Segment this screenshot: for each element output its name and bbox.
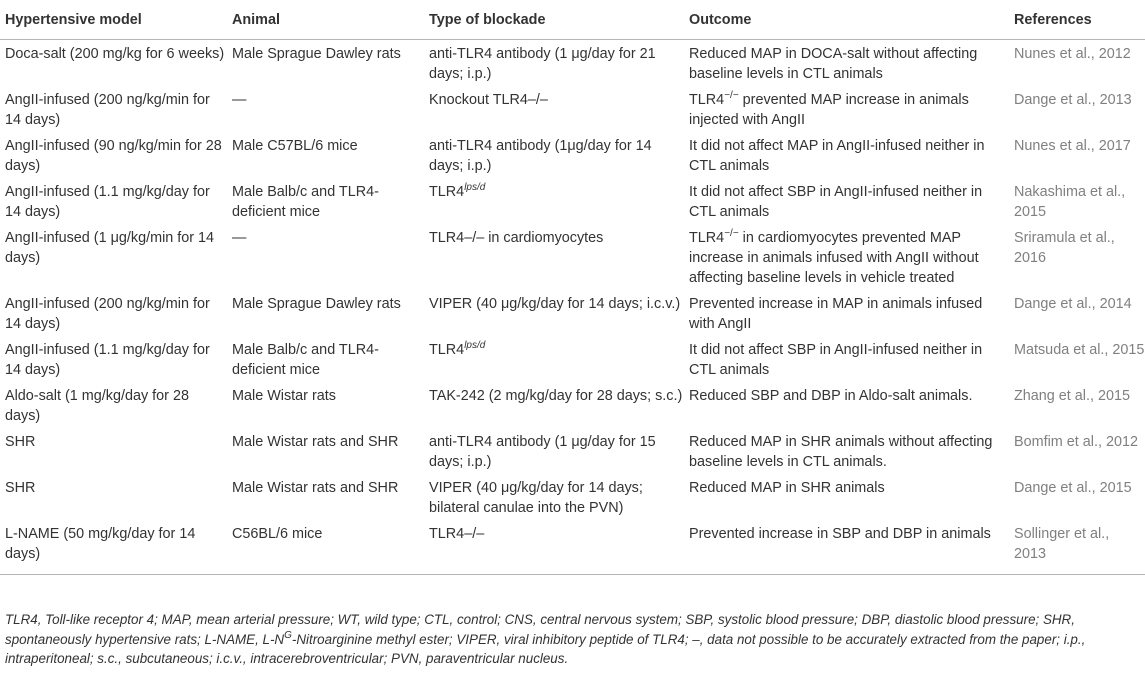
- cell-outcome: Reduced MAP in DOCA-salt without affecting baseline levels in CTL animals: [689, 46, 978, 82]
- header-blockade: Type of blockade: [424, 4, 684, 40]
- cell-reference: Sriramula et al., 2016: [1014, 230, 1115, 266]
- cell-reference: Bomfim et al., 2012: [1014, 434, 1138, 450]
- header-animal: Animal: [227, 4, 424, 40]
- cell-animal: Male Sprague Dawley rats: [232, 296, 401, 312]
- outcome-superscript: −/−: [724, 90, 739, 101]
- cell-animal: Male Wistar rats and SHR: [232, 480, 399, 496]
- cell-model: L-NAME (50 mg/kg/day for 14 days): [0, 520, 227, 575]
- cell-reference: Nunes et al., 2017: [1014, 138, 1131, 154]
- cell-animal: —: [232, 92, 247, 108]
- blockade-superscript: lps/d: [464, 182, 486, 193]
- outcome-text: TLR4: [689, 92, 725, 108]
- table-row: [0, 178, 1145, 224]
- outcome-superscript: −/−: [724, 228, 739, 239]
- outcome-text: TLR4: [689, 230, 725, 246]
- cell-blockade: TLR4–/– in cardiomyocytes: [429, 230, 604, 246]
- cell-outcome: Reduced MAP in SHR animals: [689, 480, 885, 496]
- cell-animal: Male Balb/c and TLR4-deficient mice: [232, 342, 379, 378]
- table-footnote: [5, 610, 1137, 669]
- table-row: [0, 132, 1145, 178]
- cell-blockade: anti-TLR4 antibody (1μg/day for 14 days; i.p.): [429, 138, 652, 174]
- cell-blockade: anti-TLR4 antibody (1 μg/day for 21 days; i.p.): [429, 46, 656, 82]
- cell-outcome: Prevented increase in SBP and DBP in animals: [684, 520, 1009, 575]
- cell-blockade: TAK-242 (2 mg/kg/day for 28 days; s.c.): [429, 388, 683, 404]
- cell-animal: Male Sprague Dawley rats: [232, 46, 401, 62]
- cell-reference: Dange et al., 2014: [1014, 296, 1132, 312]
- cell-animal: C56BL/6 mice: [227, 520, 424, 575]
- cell-reference: Dange et al., 2013: [1014, 92, 1132, 108]
- cell-outcome: [684, 224, 1009, 290]
- table-row: [0, 290, 1145, 336]
- blockade-text: TLR4: [429, 184, 465, 200]
- header-outcome: Outcome: [684, 4, 1009, 40]
- cell-outcome: [684, 86, 1009, 132]
- cell-model: AngII-infused (200 ng/kg/min for 14 days): [5, 92, 210, 128]
- blockade-text: TLR4: [429, 342, 465, 358]
- cell-animal: —: [232, 230, 247, 246]
- table-row: [0, 86, 1145, 132]
- cell-model: SHR: [5, 480, 36, 496]
- cell-outcome: Reduced MAP in SHR animals without affecting baseline levels in CTL animals.: [689, 434, 993, 470]
- cell-model: AngII-infused (1.1 mg/kg/day for 14 days): [5, 184, 210, 220]
- cell-outcome: It did not affect MAP in AngII-infused neither in CTL animals: [689, 138, 985, 174]
- cell-outcome: It did not affect SBP in AngII-infused neither in CTL animals: [689, 184, 983, 220]
- cell-model: Doca-salt (200 mg/kg for 6 weeks): [5, 46, 225, 62]
- footnote-superscript: G: [284, 629, 292, 641]
- table-row: [0, 382, 1145, 428]
- table-row: [0, 224, 1145, 290]
- table-row: [0, 428, 1145, 474]
- cell-model: AngII-infused (1 μg/kg/min for 14 days): [5, 230, 215, 266]
- cell-model: AngII-infused (90 ng/kg/min for 28 days): [5, 138, 222, 174]
- cell-blockade: Knockout TLR4–/–: [429, 92, 548, 108]
- table-row: [0, 520, 1145, 575]
- cell-reference: Zhang et al., 2015: [1014, 388, 1131, 404]
- cell-reference: Sollinger et al., 2013: [1009, 520, 1145, 575]
- blockade-superscript: lps/d: [464, 340, 486, 351]
- cell-outcome: Prevented increase in MAP in animals infused with AngII: [689, 296, 983, 332]
- cell-blockade: [424, 336, 684, 382]
- cell-model: Aldo-salt (1 mg/kg/day for 28 days): [5, 388, 189, 424]
- cell-model: AngII-infused (200 ng/kg/min for 14 days): [5, 296, 210, 332]
- cell-animal: Male C57BL/6 mice: [232, 138, 358, 154]
- cell-outcome: Reduced SBP and DBP in Aldo-salt animals.: [689, 388, 973, 404]
- table-row: [0, 474, 1145, 520]
- cell-blockade: [424, 178, 684, 224]
- cell-blockade: anti-TLR4 antibody (1 μg/day for 15 days; i.p.): [429, 434, 656, 470]
- outcome-text: in cardiomyocytes prevented MAP increase in animals infused with AngII without affecting baseline levels in vehicle treated: [689, 230, 979, 286]
- outcome-text: prevented MAP increase in animals injected with AngII: [689, 92, 969, 128]
- cell-model: SHR: [5, 434, 36, 450]
- cell-reference: Nunes et al., 2012: [1014, 46, 1131, 62]
- header-row: [0, 4, 1145, 40]
- cell-animal: Male Wistar rats: [232, 388, 336, 404]
- footnote-text: TLR4, Toll-like receptor 4; MAP, mean arterial pressure; WT, wild type; CTL, control; CNS, central nervous system; SBP, systolic blood pressure; DBP, diastolic blood pressure; SHR, spontaneously hypertensive rats; L-NAME, L-N: [5, 612, 1075, 647]
- header-references: References: [1009, 4, 1145, 40]
- cell-blockade: VIPER (40 μg/kg/day for 14 days; bilateral canulae into the PVN): [429, 480, 643, 516]
- cell-animal: Male Balb/c and TLR4-deficient mice: [232, 184, 379, 220]
- cell-animal: Male Wistar rats and SHR: [232, 434, 399, 450]
- cell-blockade: TLR4–/–: [424, 520, 684, 575]
- cell-model: AngII-infused (1.1 mg/kg/day for 14 days): [5, 342, 210, 378]
- cell-reference: Nakashima et al., 2015: [1014, 184, 1126, 220]
- header-model: Hypertensive model: [0, 4, 227, 40]
- cell-reference: Dange et al., 2015: [1014, 480, 1132, 496]
- cell-outcome: It did not affect SBP in AngII-infused neither in CTL animals: [689, 342, 983, 378]
- table-row: [0, 336, 1145, 382]
- data-table: [0, 4, 1145, 575]
- footnote-text: -Nitroarginine methyl ester; VIPER, viral inhibitory peptide of TLR4; –, data not possible to be accurately extracted from the paper; i.p., intraperitoneal; s.c., subcutaneous; i.c.v., intracerebroventricular; PVN, paraventricular nucleus.: [5, 631, 1086, 666]
- table-row: [0, 40, 1145, 87]
- cell-reference: Matsuda et al., 2015: [1014, 342, 1145, 358]
- cell-blockade: VIPER (40 μg/kg/day for 14 days; i.c.v.): [429, 296, 681, 312]
